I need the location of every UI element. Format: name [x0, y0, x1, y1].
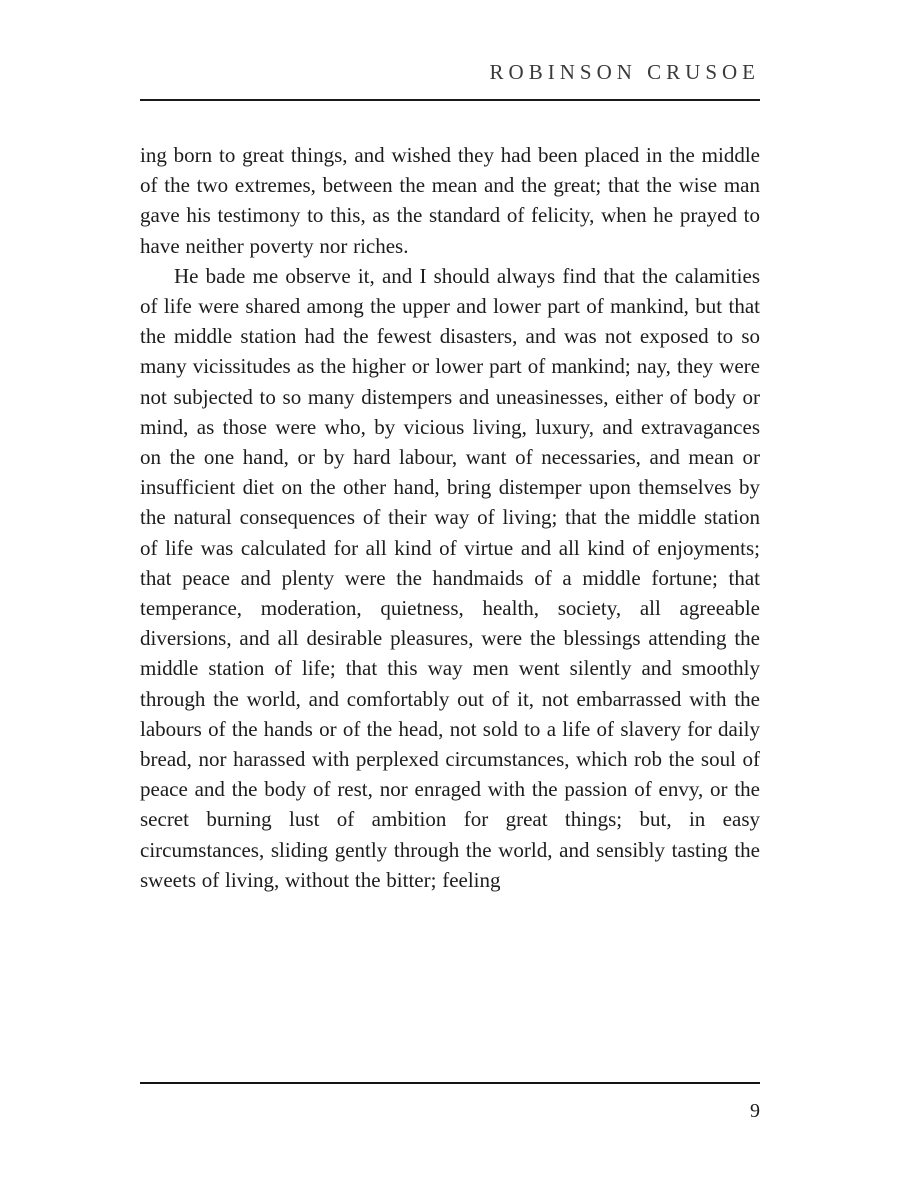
page-number: 9: [750, 1100, 760, 1122]
header-rule: [140, 99, 760, 101]
footer-rule: [140, 1082, 760, 1084]
page-body: [140, 140, 760, 895]
running-header-title: ROBINSON CRUSOE: [489, 60, 760, 84]
body-paragraph: ing born to great things, and wished they had been placed in the middle of the two extremes, between the mean and the great; that the wise man gave his testimony to this, as the standard of felicity, when he prayed to have neither poverty nor riches.: [140, 143, 760, 258]
running-header: [140, 60, 760, 85]
body-paragraph: He bade me observe it, and I should always find that the calamities of life were shared among the upper and lower part of mankind, but that the middle station had the fewest disasters, and was not exposed to so many vicissitudes as the higher or lower part of mankind; nay, they were not subjected to so many distempers and uneasinesses, either of body or mind, as those were who, by vicious living, luxury, and extravagances on the one hand, or by hard labour, want of necessaries, and mean or insufficient diet on the other hand, bring distemper upon themselves by the natural consequences of their way of living; that the middle station of life was calculated for all kind of virtue and all kind of enjoyments; that peace and plenty were the handmaids of a middle fortune; that temperance, moderation, quietness, health, society, all agreeable diversions, and all desirable pleasures, were the blessings attending the middle station of life; that this way men went silently and smoothly through the world, and comfortably out of it, not embarrassed with the labours of the hands or of the head, not sold to a life of slavery for daily bread, nor harassed with perplexed circumstances, which rob the soul of peace and the body of rest, nor enraged with the passion of envy, or the secret burning lust of ambition for great things; but, in easy circumstances, sliding gently through the world, and sensibly tasting the sweets of living, without the bitter; feeling: [140, 263, 760, 892]
